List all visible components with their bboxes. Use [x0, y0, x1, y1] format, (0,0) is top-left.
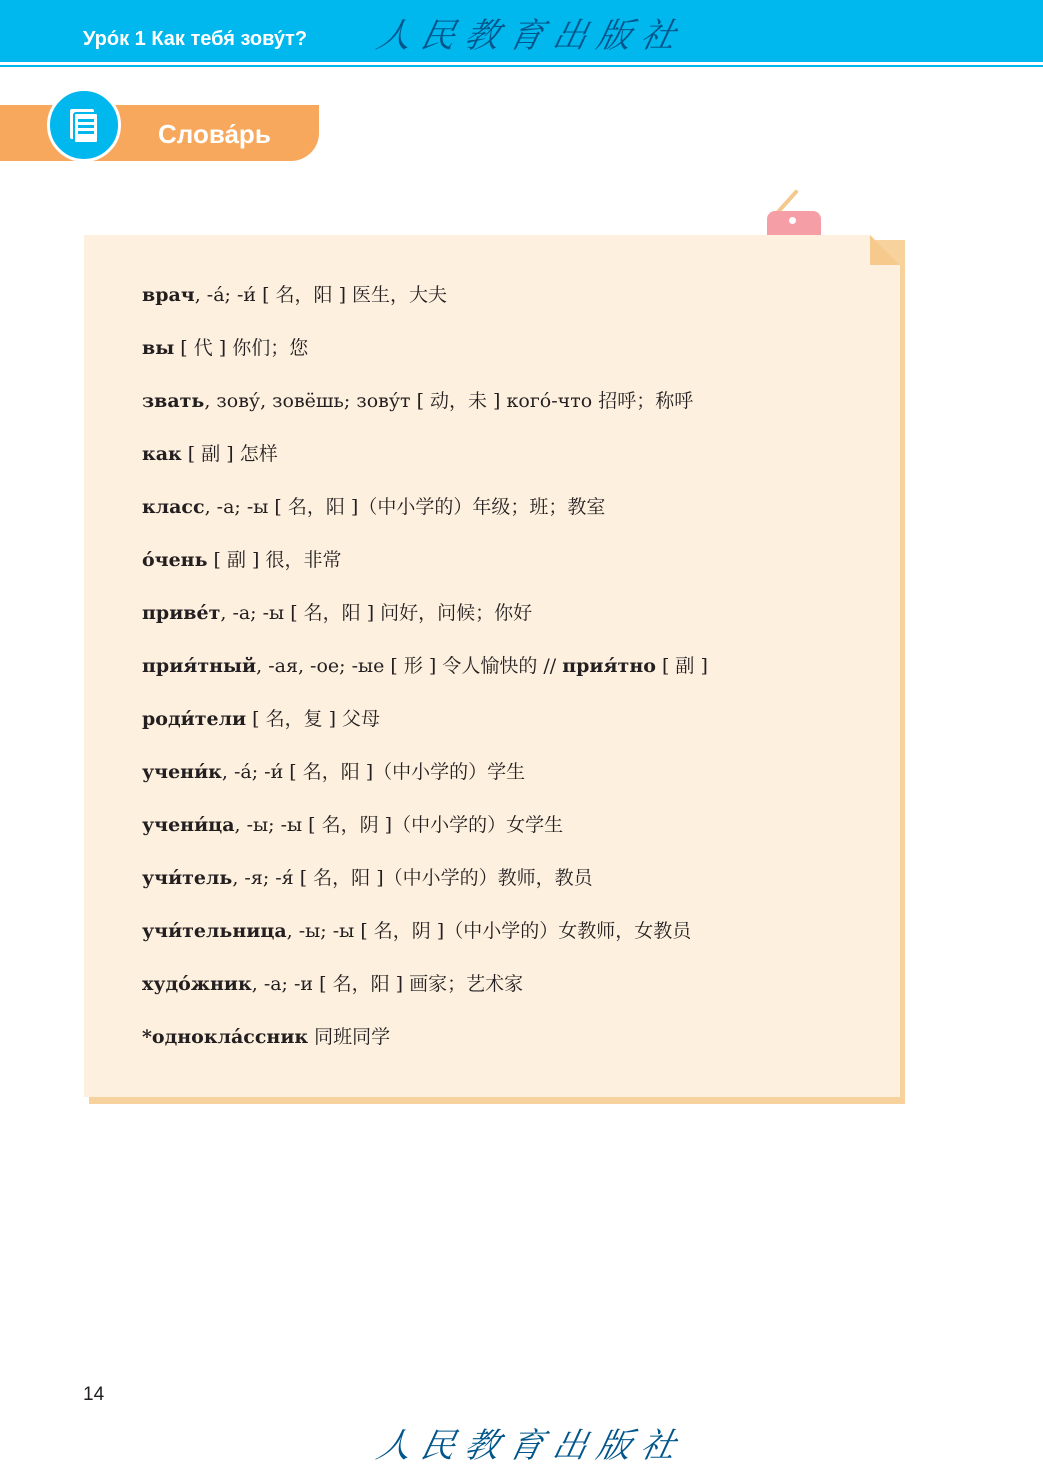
section-title: Слова́рь — [158, 119, 271, 149]
entry-headword: учи́тельница — [142, 920, 287, 942]
entry-headword: как — [142, 443, 182, 465]
vocab-entry — [142, 386, 708, 439]
book-icon — [64, 105, 104, 145]
entry-headword: учени́к — [142, 761, 222, 783]
vocab-entry — [142, 333, 708, 386]
entry-definition: , -á; -и́ [ 名，阳 ] 医生，大夫 — [194, 284, 448, 306]
vocab-entry — [142, 757, 708, 810]
vocab-entry — [142, 280, 708, 333]
entry-definition: [ 代 ] 你们；您 — [174, 337, 309, 359]
vocab-entry — [142, 1022, 708, 1075]
entry-definition: , зову́, зовёшь; зову́т [ 动，未 ] кого́-что 招呼；称呼 — [204, 390, 694, 412]
vocab-entry — [142, 651, 708, 704]
entry-headword: класс — [142, 496, 205, 518]
entry-headword: учи́тель — [142, 867, 233, 889]
entry-headword: прия́тный — [142, 655, 257, 677]
entry-definition: , -а; -ы [ 名，阳 ] 问好，问候；你好 — [220, 602, 533, 624]
pin-hole — [789, 217, 796, 224]
vocab-entry — [142, 810, 708, 863]
entry-definition: [ 副 ] 很，非常 — [207, 549, 342, 571]
vocab-entry — [142, 439, 708, 492]
publisher-logo: 人民教育出版社 — [373, 16, 690, 56]
vocab-entry — [142, 916, 708, 969]
entry-headword: звать — [142, 390, 205, 412]
book-badge — [47, 88, 121, 162]
vocab-entry — [142, 492, 708, 545]
entry-headword: о́чень — [142, 549, 208, 571]
entry-definition: [ 副 ] 怎样 — [181, 443, 278, 465]
entry-definition: , -а; -и [ 名，阳 ] 画家；艺术家 — [251, 973, 524, 995]
vocab-entry — [142, 704, 708, 757]
pin-icon — [767, 211, 821, 235]
entry-headword: приве́т — [142, 602, 221, 624]
page-number: 14 — [83, 1384, 105, 1405]
lesson-title: Уро́к 1 Как тебя́ зову́т? — [83, 28, 308, 50]
entry-definition: , -а; -ы [ 名，阳 ]（中小学的）年级；班；教室 — [204, 496, 606, 518]
entry-headword: вы — [142, 337, 175, 359]
footer-publisher-logo: 人民教育出版社 — [373, 1426, 690, 1466]
entry-definition: , -á; -и́ [ 名，阳 ]（中小学的）学生 — [221, 761, 526, 783]
entry-headword: врач — [142, 284, 195, 306]
entry-headword: худо́жник — [142, 973, 252, 995]
vocab-entry — [142, 545, 708, 598]
entry-headword: роди́тели — [142, 708, 247, 730]
vocab-entry — [142, 863, 708, 916]
vocabulary-list — [142, 280, 708, 1075]
entry-definition: , -ая, -ое; -ые [ 形 ] 令人愉快的 // — [256, 655, 563, 677]
entry-headword-adverb: прия́тно — [562, 655, 656, 677]
vocab-entry — [142, 598, 708, 651]
entry-definition-adverb: [ 副 ] — [655, 655, 708, 677]
entry-headword: *однокла́ссник — [142, 1026, 309, 1048]
entry-definition: , -ы; -ы [ 名，阴 ]（中小学的）女学生 — [234, 814, 564, 836]
entry-headword: учени́ца — [142, 814, 235, 836]
vocab-entry — [142, 969, 708, 1022]
entry-definition: [ 名，复 ] 父母 — [246, 708, 381, 730]
entry-definition: , -ы; -ы [ 名，阴 ]（中小学的）女教师，女教员 — [286, 920, 692, 942]
entry-definition: , -я; -я́ [ 名，阳 ]（中小学的）教师，教员 — [232, 867, 593, 889]
entry-definition: 同班同学 — [308, 1026, 391, 1048]
header-divider — [0, 65, 1043, 67]
